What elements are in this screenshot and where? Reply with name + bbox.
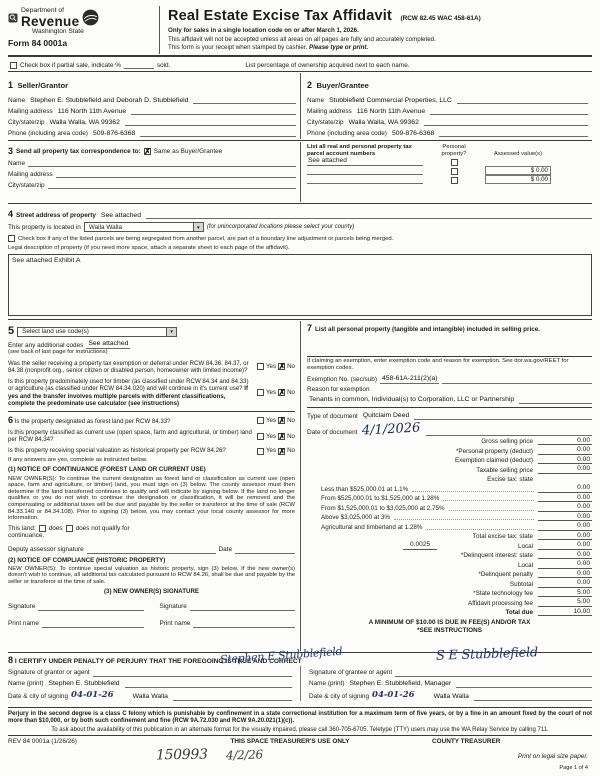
dropdown-arrow-icon[interactable] [166,328,176,336]
divider [8,203,592,204]
form-number: Form 84 0001a [8,37,68,48]
no-label: No [287,432,295,440]
tax-row-gross [307,436,592,446]
tax-row-tier4 [307,512,592,522]
reason-for-exemption-label: Reason for exemption [307,385,370,393]
exemption-no-value[interactable]: 458-61A-211(2)(a) [381,374,438,382]
signature-label: Signature [159,603,187,611]
personal-property-header: Personal property? [441,144,467,157]
corr-mailing-label: Mailing address [8,171,53,179]
tax-row-label: Less than $525,000.01 at 1.1% [321,485,409,493]
rcw-reference: (RCW 82.45 WAC 458-61A) [400,15,481,22]
grantee-name-print-value[interactable]: Stephen E. Stubblefield, Manager [349,679,452,687]
title-block [160,6,592,54]
parcel-row-1-number[interactable]: See attached [307,157,423,166]
seller-csz-label: City/state/zip [8,119,45,127]
tax-row-value[interactable]: 0.00 [538,494,592,503]
section-2-number: 2 [307,80,313,90]
forest-land-question-text: Is the property designated as forest land per RCW 84.33? [14,417,171,425]
tax-row-value[interactable]: 0.00 [538,532,592,541]
new-owner-signature-2-input[interactable] [190,603,295,611]
tax-row-total-due [307,607,592,617]
street-address-value[interactable]: See attached [100,211,141,219]
print-name-label: Print name [159,620,191,628]
deputy-date-input[interactable] [235,546,295,554]
current-use-question: Is this property classified as current use (open space, farm and agricultural, or timber) land per RCW 84.34? [8,429,252,444]
grantee-date-line[interactable] [474,693,592,701]
dor-logo-block [8,6,160,54]
grantor-date-value[interactable]: 04-01-26 [71,689,114,700]
q6c-yes-no [257,447,295,454]
dotted-leader [394,519,534,520]
assessed-values-header: Assessed value(s) [493,150,543,157]
parcel-row-3-personal-checkbox[interactable] [451,177,458,184]
county-dropdown[interactable] [84,222,204,232]
historic-property-question: Is this property receiving special valuation as historical property per RCW 84.26? [8,447,226,455]
tax-row-value[interactable]: 0.00 [538,446,592,455]
revenue-wordmark: Revenue [21,13,80,29]
notice-compliance-title: (2) NOTICE OF COMPLIANCE (HISTORIC PROPERTY) [8,556,166,564]
parcel-numbers-header: List all real and personal property tax parcel account numbers [307,144,412,157]
divider [8,71,592,72]
land-use-dropdown[interactable] [17,327,177,337]
new-owner-print-1-input[interactable] [42,620,144,628]
section-7-number: 7 [307,323,313,334]
grantee-date-value[interactable]: 04-01-26 [372,689,415,700]
tax-row-value[interactable]: 0.00 [538,579,592,588]
seller-mailing-label: Mailing address [8,108,53,116]
tax-row-agricultural [307,521,592,531]
additional-codes-value[interactable]: See attached [88,340,129,348]
legal-description-label: Legal description of property (if you need more space, attach a separate sheet to each page of the affidavit). [8,245,290,252]
tax-row-label: Total due [505,609,533,617]
continuance-label: continuance. [8,532,45,540]
parcel-row-2-number[interactable] [307,166,423,175]
land-does-not-checkbox[interactable] [66,525,73,532]
parcel-row-3-assessed[interactable]: $ 0.00 [485,175,551,184]
legal-description-value: See attached Exhibit A [12,257,81,265]
does-not-label: does not qualify for [75,524,130,532]
does-label: does [48,524,63,532]
note-receipt-text: This form is your receipt when stamped by cashier. [168,44,308,52]
answers-yes-note: If any answers are yes, complete as instructed below. [8,456,148,463]
note-single-location: Only for sales in a single location code on or after March 1, 2026. [168,26,359,34]
grantor-name-line[interactable] [125,680,292,688]
seller-csz-value[interactable]: Walla Walla, WA 99362 [49,118,120,126]
exemption-deferral-question: Was the seller receiving a property tax exemption or deferral under RCW 84.36, 84.37, or 84.38 (nonprofit org., senior citizen or disabled person, homeowner with limited income)? [8,359,249,374]
tax-row-label: Total excise tax: state [472,533,533,541]
q6a-yes-checkbox[interactable] [257,417,264,424]
corr-csz-input[interactable] [48,181,296,189]
perjury-notice: Perjury in the second degree is a class C felony which is punishable by confinement in a state correctional institution for a maximum term of five years, or by a fine in an amount fixed by the court of not more than $10,000, or by both such confinement and fine (RCW 9A.72.030 and RCW 9A.20.021(1)(c)). [8,711,592,724]
seller-name-value[interactable]: Stephen E. Stubblefield and Deborah D. Stubblefield [30,96,189,104]
q6c-yes-checkbox[interactable] [257,448,264,455]
dor-swirl-logo-icon [82,9,99,26]
timber-agriculture-question [8,378,253,407]
tax-row-label: From $1,525,000.01 to $3,025,000 at 2.75% [321,504,445,512]
tax-row-delinquent-interest-local [307,559,592,569]
tax-row-label: Affidavit processing fee [468,599,533,607]
minimum-due-note: A MINIMUM OF $10.00 IS DUE IN FEE(S) AND/OR TAX [368,619,531,627]
reason-line[interactable] [519,396,592,404]
tax-row-label: Local [517,542,533,550]
dept-of-label: Department of [21,7,65,14]
seller-mailing-value[interactable]: 116 North 11th Avenue [57,107,127,115]
dotted-leader [449,510,534,511]
seller-csz-line[interactable] [125,118,296,126]
tax-row-tier3 [307,502,592,512]
q6a-no-checkbox[interactable] [278,417,285,424]
new-owner-signature-1-input[interactable] [38,603,143,611]
dotted-leader [443,500,534,501]
tax-row-value[interactable]: 0.00 [538,541,592,550]
seller-phone-value[interactable]: 509-876-6368 [92,129,136,137]
tax-row-label: Taxable selling price [476,466,533,474]
annotation-icon [8,13,18,23]
section-8-number: 8 [8,655,14,666]
legal-size-paper-note: Print on legal size paper. [517,753,588,761]
parcel-row-1-personal-checkbox[interactable] [451,159,458,166]
notice-continuance-title: (1) NOTICE OF CONTINUANCE (FOREST LAND OR CURRENT USE) [8,466,206,474]
unincorporated-note: (for unincorporated locations please select your county) [206,223,355,230]
tax-row-value[interactable]: 0.00 [538,484,592,493]
treasurer-stamp-number: 150993 [155,746,208,764]
tax-row-label: Subtotal [509,580,533,588]
print-name-label: Print name [8,620,39,628]
tax-row-label: Gross selling price [481,438,533,446]
form-footer [8,709,592,776]
deputy-date-label: Date [218,546,232,554]
grantor-signature-input[interactable] [93,669,292,677]
parcel-list [300,142,592,202]
alternate-format-note: To ask about the availability of this publication in an alternate format for the visually impaired, please call 360-705-6705. Teletype (TTY) users may use the WA Relay Service by calling 711. [51,726,549,733]
grantee-signature-block [300,666,592,701]
section-5-number: 5 [8,325,15,338]
local-rate-value[interactable]: 0.0025 [403,541,437,550]
exemption-intro: If claiming an exemption, enter exemption code and reason for exemption. See dor.wa.gov/REET for exemption codes. [307,358,569,371]
exemption-no-label: Exemption No. (sec/sub) [307,376,377,384]
grantor-date-city-label: Date & city of signing [8,693,69,701]
tax-column [300,321,592,651]
buyer-name-line[interactable] [457,96,588,104]
partial-sale-checkbox[interactable] [10,62,17,69]
additional-codes-label: Enter any additional codes [8,341,84,349]
tax-row-value[interactable]: 0.00 [538,513,592,522]
partial-sale-label: Check box if partial sale, indicate % [20,61,121,69]
treasurer-space-label: THIS SPACE TREASURER'S USE ONLY [230,737,350,745]
tax-row-personal-deduct [307,445,592,455]
notice-compliance-body: NEW OWNER(S): To continue special valuation as historic property, sign (3) below. If the new owner(s) doesn't wish to continue, all additional tax calculated pursuant to RCW 84.26, shall be due and payable by the seller or transferor at the time of sale. [8,565,295,585]
no-label: No [287,388,295,396]
q6b-no-checkbox[interactable] [278,433,285,440]
timber-question-text: Is this property predominately used for timber (as classified under RCW 84.34 and 84.33) or agriculture (as classified under RCW 84.34.020) and will continue in it's current use? [8,378,249,393]
certify-statement: I CERTIFY UNDER PENALTY OF PERJURY THAT THE FOREGOING IS TRUE AND CORRECT [14,658,302,666]
buyer-phone-value[interactable]: 509-876-6368 [391,129,435,137]
grantor-date-line[interactable] [173,693,292,701]
see-back-note: (see back of last page for instructions) [8,348,108,355]
buyer-title: Buyer/Grantee [316,81,369,90]
note-not-accepted: This affidavit will not be accepted unless all areas on all pages are fully and accurately completed. [168,35,436,43]
partial-percent-input[interactable] [124,61,154,69]
divider [8,735,592,736]
q6c-no-checkbox[interactable] [278,448,285,455]
deputy-assessor-label: Deputy assessor signature [8,546,84,554]
buyer-name-value[interactable]: Stubblefield Commercial Properties, LLC [329,96,452,104]
q5a-yes-no [257,363,295,370]
land-use-column [8,321,300,651]
buyer-section [300,73,592,139]
divider [8,411,295,412]
yes-label: Yes [265,447,277,455]
q5b-yes-checkbox[interactable] [257,389,264,396]
correspondence-fields [8,142,300,202]
buyer-mailing-line[interactable] [430,107,588,115]
tax-row-subtotal [307,578,592,588]
treasurer-stamp-date: 4/2/26 [225,747,264,763]
tax-row-total-state [307,531,592,541]
grantee-signature-scribble: S E Stubblefield [435,645,539,664]
deputy-assessor-signature-input[interactable] [87,546,216,554]
rev-form-code: REV 84 0001a (1/26/26) [8,737,77,745]
q6b-yes-no [257,433,295,440]
type-of-document-value[interactable]: Quitclaim Deed [362,412,410,420]
same-as-buyer-label: Same as Buyer/Grantee [153,148,223,156]
divider [307,356,592,357]
personal-property-intro: List all personal property (tangible and intangible) included in selling price. [315,325,540,333]
signature-label: Signature [8,603,36,611]
tax-row-label: Above $3,025,000 at 3% [321,514,390,522]
tax-row-exemption-deduct [307,455,592,465]
type-line[interactable] [414,412,592,420]
tax-row-value[interactable]: 0.00 [538,560,592,569]
seller-name-label: Name [8,97,26,105]
land-use-value: Select land use code(s) [22,327,89,335]
tax-row-label: From $525,000.01 to $1,525,000 at 1.28% [321,495,440,503]
seller-phone-label: Phone (including area code) [8,130,88,138]
seller-name-line[interactable] [193,96,296,104]
tax-row-label: *Personal property (deduct) [455,447,533,455]
parties-section [8,73,592,139]
no-label: No [287,447,295,455]
seller-title: Seller/Grantor [17,81,69,90]
land-does-checkbox[interactable] [39,525,46,532]
tax-row-value[interactable]: 0.00 [538,522,592,531]
tax-row-label: Excise tax: state [487,476,533,484]
this-land-label: This land: [8,524,36,532]
parcel-row-2-assessed[interactable]: $ 0.00 [485,166,551,175]
tax-row-value[interactable]: 0.00 [538,456,592,465]
section-3-number: 3 [8,146,14,157]
dotted-leader [427,529,534,530]
tax-row-value[interactable]: 0.00 [538,570,592,579]
buyer-mailing-label: Mailing address [307,108,352,116]
parcel-row-3-number[interactable] [307,175,423,184]
lower-section [8,321,592,651]
tax-correspondence-section [8,142,592,202]
property-location-section [8,205,592,318]
seller-phone-line[interactable] [140,129,296,137]
q5b-no-checkbox[interactable] [278,389,285,396]
tax-row-value[interactable]: 0.00 [538,465,592,474]
date-line[interactable] [426,428,592,436]
partial-sale-row [8,58,592,70]
grantor-name-print-value[interactable]: Stephen E. Stubblefield [48,679,120,687]
buyer-name-label: Name [307,97,325,105]
street-address-line[interactable] [146,211,592,219]
tax-row-value[interactable]: 5.00 [538,598,592,607]
tax-row-value[interactable]: 0.00 [538,551,592,560]
tax-row-taxable [307,464,592,474]
tax-row-technology-fee [307,588,592,598]
yes-label: Yes [265,388,277,396]
q5a-no-checkbox[interactable] [278,363,285,370]
section-6-number: 6 [8,414,14,425]
grantee-date-city-label: Date & city of signing [309,693,370,701]
corr-name-label: Name [8,160,26,168]
section-4-number: 4 [8,209,14,220]
no-label: No [287,416,295,424]
notice-continuance-body: NEW OWNER(S): To continue the current designation as forest land or classification as current use (open space, farm and agriculture, or timber) land, you must sign on (3) below. The county assessor must then determine if the land transferred continues to qualify and will indicate by signing below. If the land no longer qualifies or you do not wish to continue the designation or classification, it will be removed and the compensating or additional taxes will be due and payable by the seller or transferor at the time of sale (RCW 84.33.140 or 84.34.108). Prior to signing (3) below, you may contact your local county assessor for more information. [8,475,295,522]
divider [8,707,592,708]
dropdown-arrow-icon[interactable] [193,223,203,231]
divider [307,407,592,408]
dotted-leader [412,491,534,492]
grantor-name-print-label: Name (print) [8,680,44,688]
yes-label: Yes [265,416,277,424]
new-owner-signature-grid [8,603,295,628]
grantor-signature-block [8,666,300,701]
q6b-yes-checkbox[interactable] [257,433,264,440]
corr-name-input[interactable] [28,159,296,167]
washington-state-label: Washington State [32,28,84,36]
dept-wordmark [21,7,79,28]
certification-section [8,644,592,706]
forest-land-question [8,416,253,425]
tax-row-value[interactable]: 0.00 [538,503,592,512]
new-owner-signature-title: (3) NEW OWNER(S) SIGNATURE [103,588,200,596]
tax-row-label: *State technology fee [473,590,533,598]
grantee-signature-input[interactable] [395,669,592,677]
reason-for-exemption-value[interactable]: Tenants in common, Individual(s) to Corporation, LLC or Partnership [309,396,515,404]
same-as-buyer-checkbox[interactable] [144,148,151,155]
county-treasurer-label: COUNTY TREASURER [432,737,501,745]
tax-row-local [307,540,592,550]
tax-row-label: *Delinquent penalty [478,571,533,579]
personal-property-input-area[interactable] [307,333,592,355]
date-of-document-label: Date of document [307,428,358,436]
tax-row-tier2 [307,493,592,503]
tax-row-label: Exemption claimed (deduct) [454,457,533,465]
tax-row-value[interactable]: 10.00 [538,608,592,617]
yes-label: Yes [265,363,277,371]
tax-row-delinquent-penalty [307,569,592,579]
q6a-yes-no [257,417,295,424]
grantee-name-line[interactable] [456,680,592,688]
yes-label: Yes [265,432,277,440]
q5b-yes-no [257,389,295,396]
seller-mailing-line[interactable] [131,107,296,115]
grantee-name-print-label: Name (print) [309,680,345,688]
no-label: No [287,363,295,371]
seller-section [8,73,300,139]
buyer-mailing-value[interactable]: 116 North 11th Avenue [356,107,426,115]
county-value: Walla Walla [88,223,123,231]
note-receipt [168,44,592,51]
buyer-csz-line[interactable] [424,118,588,126]
tax-row-processing-fee [307,597,592,607]
parcel-row-2-personal-checkbox[interactable] [451,168,458,175]
corr-mailing-input[interactable] [56,170,296,178]
grantor-sig-label: Signature of grantor or agent [8,669,90,677]
exemption-no-line[interactable] [442,376,592,384]
grantee-city-value[interactable]: Walla Walla [433,692,469,700]
tax-row-label: Local [517,561,533,569]
tax-row-label: *Delinquent interest: state [460,552,533,560]
section-1-number: 1 [8,80,14,90]
buyer-phone-label: Phone (including area code) [307,130,387,138]
street-address-label: Street address of property [16,212,96,220]
q5a-yes-checkbox[interactable] [257,363,264,370]
new-owner-print-2-input[interactable] [193,620,295,628]
tax-row-label: Agricultural and timberland at 1.28% [321,523,423,531]
tax-row-excise-state [307,474,592,484]
located-in-label: This property is located in [8,223,81,231]
grantor-city-value[interactable]: Walla Walla [132,692,168,700]
tax-row-tier1 [307,483,592,493]
ownership-percentage-note: List percentage of ownership acquired next to each name. [245,61,410,69]
type-of-document-label: Type of document [307,412,358,420]
buyer-csz-label: City/state/zip [307,119,344,127]
document-date-handwritten[interactable]: 4/1/2026 [362,420,422,439]
buyer-csz-value[interactable]: Walla Walla, WA 99362 [348,118,419,126]
tax-row-value[interactable]: 5.00 [538,589,592,598]
segregated-checkbox[interactable] [8,235,15,242]
grantee-sig-label: Signature of grantee or agent [309,669,393,677]
segregated-label: Check box if any of the listed parcels are being segregated from another parcel, are part of a boundary line adjustment or parcels being merged. [18,235,394,242]
buyer-phone-line[interactable] [439,129,588,137]
see-instructions-note: *SEE INSTRUCTIONS [417,626,482,634]
predominate-use-note: If yes and the transfer involves multiple parcels with different classifications, complete the predominate use calculator (see instructions) [8,385,248,407]
legal-description-box[interactable] [8,254,592,316]
note-type-print: Please type or print. [309,44,369,52]
form-title: Real Estate Excise Tax Affidavit [168,8,392,24]
partial-sold-label: sold. [156,61,171,69]
tax-row-value[interactable]: 0.00 [538,437,592,446]
divider [8,140,592,141]
divider [8,319,592,320]
correspondence-intro: Send all property tax correspondence to: [16,148,141,156]
tax-row-delinquent-interest-state [307,550,592,560]
corr-csz-label: City/state/zip [8,182,45,190]
grantor-signature-scribble: Stephen E Stubblefield [219,644,343,667]
divider [8,55,592,57]
page-number: Page 1 of 4 [559,765,588,772]
parcel-row-1-assessed[interactable] [485,157,551,166]
form-header [8,6,592,54]
